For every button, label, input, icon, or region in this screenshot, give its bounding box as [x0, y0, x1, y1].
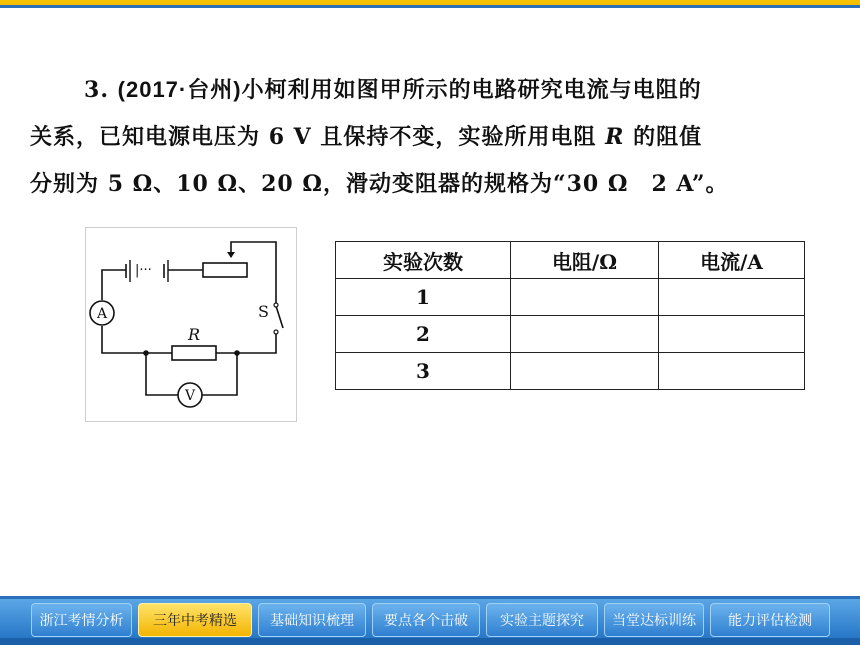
- rheostat-spec: 30 Ω 2 A: [566, 171, 692, 197]
- wire-left-top: [102, 270, 126, 300]
- nav-tab-ability-assessment[interactable]: 能力评估检测: [710, 603, 830, 637]
- table-row: [336, 316, 805, 353]
- cell-trial: 2: [336, 316, 511, 353]
- nav-tab-experiment-inquiry[interactable]: 实验主题探究: [486, 603, 598, 637]
- cell-trial: 1: [336, 279, 511, 316]
- cell-current: [659, 316, 805, 353]
- header-trial: 实验次数: [336, 242, 511, 279]
- switch-contact-top: [274, 303, 278, 307]
- problem-line3-c: ”。: [691, 171, 729, 197]
- nav-tab-basic-knowledge[interactable]: 基础知识梳理: [258, 603, 366, 637]
- switch-label: S: [258, 302, 269, 321]
- wire-right-bottom: [237, 332, 276, 353]
- cell-resistance: [511, 353, 659, 390]
- cell-resistance: [511, 316, 659, 353]
- table-row: [336, 353, 805, 390]
- header-resistance: 电阻/Ω: [511, 242, 659, 279]
- resistor-body: [172, 346, 216, 360]
- switch-blade: [276, 306, 283, 328]
- ammeter-label: A: [96, 306, 108, 322]
- junction-right: [234, 350, 240, 356]
- circuit-svg: [86, 228, 296, 421]
- problem-line1: 小柯利用如图甲所示的电路研究电流与电阻的: [241, 77, 702, 103]
- nav-tab-class-practice[interactable]: 当堂达标训练: [604, 603, 704, 637]
- nav-bottom-strip: [0, 638, 860, 645]
- problem-text: 3. (2017·台州)小柯利用如图甲所示的电路研究电流与电阻的 关系，已知电源电压为 6 V 且保持不变，实验所用电阻 R 的阻值 分别为 5 Ω、10 Ω、20 Ω，滑动变阻器的规格为“30 Ω 2 A”。: [30, 77, 729, 197]
- resistor-symbol: R: [605, 124, 625, 150]
- header-current: 电流/A: [659, 242, 805, 279]
- data-table: [335, 241, 805, 390]
- problem-source: (2017·台州): [117, 77, 242, 102]
- top-blue-line: [0, 5, 860, 8]
- rheostat-slider-wire: [231, 242, 276, 306]
- supply-voltage: 6 V: [268, 124, 312, 150]
- slider-arrow: [227, 252, 235, 258]
- nav-tab-three-year-exams[interactable]: 三年中考精选: [138, 603, 252, 637]
- problem-line2-c: 的阻值: [633, 124, 703, 150]
- nav-tab-zhejiang-analysis[interactable]: 浙江考情分析: [31, 603, 132, 637]
- cells-dots: |···: [135, 263, 152, 278]
- cell-current: [659, 353, 805, 390]
- cell-current: [659, 279, 805, 316]
- wire-left-bottom: [102, 326, 146, 353]
- resistance-values: 5 Ω、10 Ω、20 Ω: [107, 171, 323, 197]
- resistor-label: R: [187, 325, 201, 344]
- problem-line2-b: 且保持不变，实验所用电阻: [320, 124, 597, 150]
- junction-left: [143, 350, 149, 356]
- circuit-diagram: [85, 227, 297, 422]
- rheostat-body: [203, 263, 247, 277]
- problem-line3-b: ，滑动变阻器的规格为“: [322, 171, 567, 197]
- problem-line3-a: 分别为: [30, 171, 100, 197]
- problem-number: 3: [84, 77, 101, 103]
- switch-contact-bottom: [274, 330, 278, 334]
- cell-resistance: [511, 279, 659, 316]
- table-row: [336, 279, 805, 316]
- voltmeter-label: V: [184, 388, 196, 404]
- nav-tab-key-points[interactable]: 要点各个击破: [372, 603, 480, 637]
- table-header-row: [336, 242, 805, 279]
- problem-line2-a: 关系，已知电源电压为: [30, 124, 261, 150]
- cell-trial: 3: [336, 353, 511, 390]
